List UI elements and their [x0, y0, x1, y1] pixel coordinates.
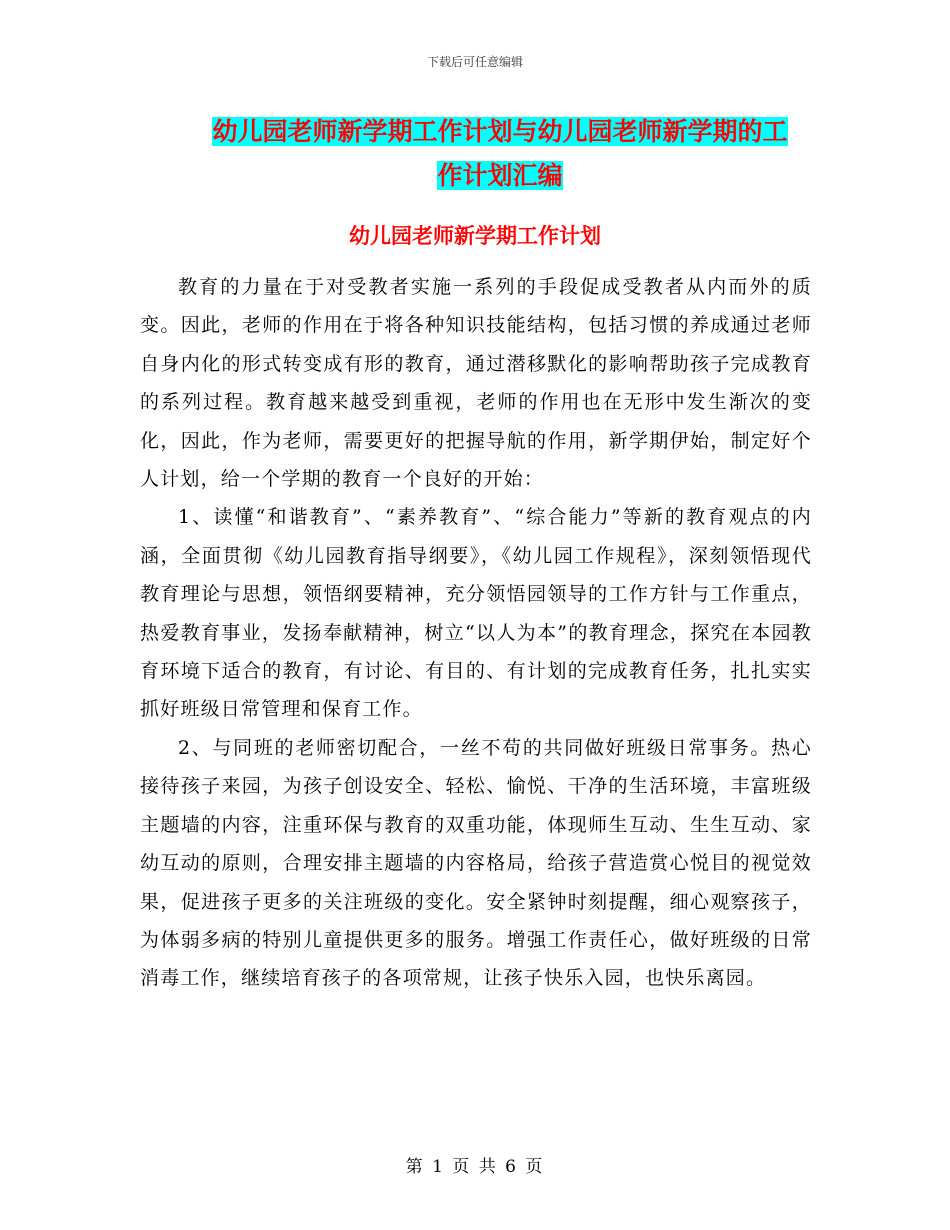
header-note: 下载后可任意编辑 [426, 55, 523, 69]
document-title [190, 110, 810, 198]
paragraph-intro: 教育的力量在于对受教者实施一系列的手段促成受教者从内而外的质变。因此，老师的作用在于将各种知识技能结构，包括习惯的养成通过老师自身内化的形式转变成有形的教育，通过潜移默化的影响帮助孩子完成教育的系列过程。教育越来越受到重视，老师的作用也在无形中发生渐次的变化，因此，作为老师，需要更好的把握导航的作用，新学期伊始，制定好个人计划，给一个学期的教育一个良好的开始： [140, 276, 812, 491]
paragraph-item-1: 1、读懂“和谐教育”、“素养教育”、“综合能力”等新的教育观点的内涵，全面贯彻《幼儿园教育指导纲要》，《幼儿园工作规程》，深刻领悟现代教育理论与思想，领悟纲要精神，充分领悟园领导的工作方针与工作重点，热爱教育事业，发扬奉献精神，树立“以人为本”的教育理念，探究在本园教育环境下适合的教育，有讨论、有目的、有计划的完成教育任务，扎扎实实抓好班级日常管理和保育工作。 [140, 506, 812, 721]
page-indicator: 第 1 页 共 6 页 [405, 1157, 545, 1177]
section-title: 幼儿园老师新学期工作计划 [349, 223, 601, 248]
document-title-line-1: 幼儿园老师新学期工作计划与幼儿园老师新学期的工 [212, 117, 788, 146]
document-title-line-2: 作计划汇编 [437, 161, 563, 190]
paragraph-item-2: 2、与同班的老师密切配合，一丝不苟的共同做好班级日常事务。热心接待孩子来园，为孩子创设安全、轻松、愉悦、干净的生活环境，丰富班级主题墙的内容，注重环保与教育的双重功能，体现师生互动、生生互动、家幼互动的原则，合理安排主题墙的内容格局，给孩子营造赏心悦目的视觉效果，促进孩子更多的关注班级的变化。安全紧钟时刻提醒，细心观察孩子，为体弱多病的特别儿童提供更多的服务。增强工作责任心，做好班级的日常消毒工作，继续培育孩子的各项常规，让孩子快乐入园，也快乐离园。 [140, 736, 812, 990]
document-body [140, 268, 812, 998]
